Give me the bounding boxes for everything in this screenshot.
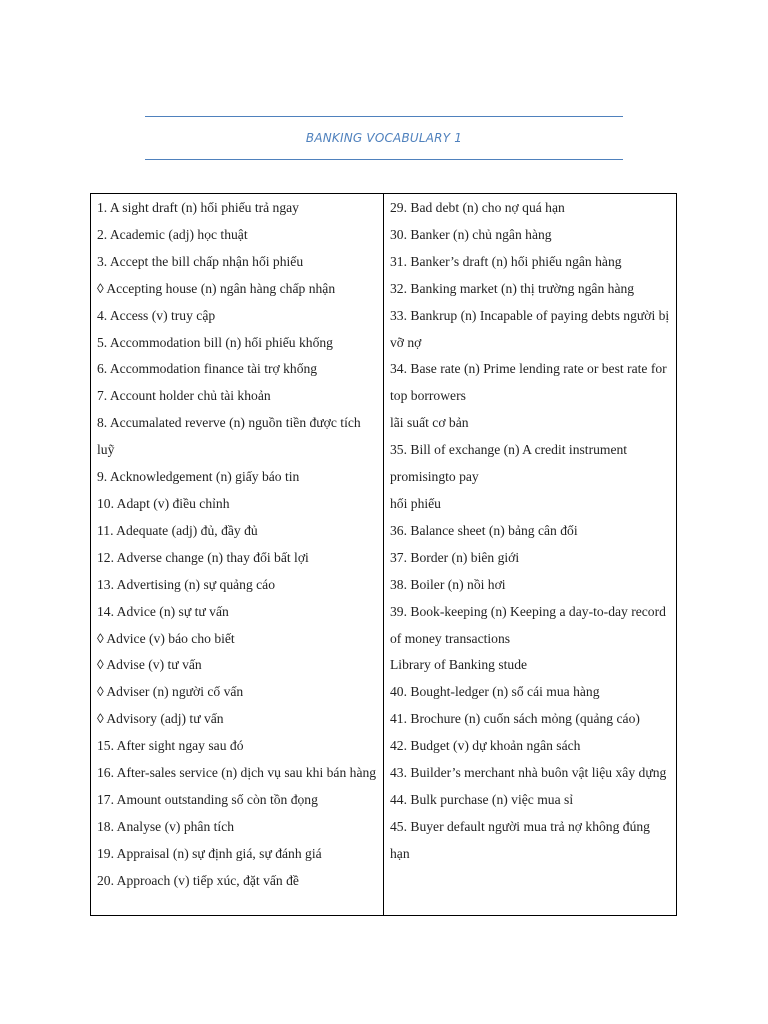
vocab-entry: 32. Banking market (n) thị trường ngân hàng [390,280,635,296]
vocab-entry: lãi suất cơ bản [390,415,469,431]
vocab-entry: 17. Amount outstanding số còn tồn đọng [97,791,318,807]
vocab-entry: 1. A sight draft (n) hối phiếu trả ngay [97,200,299,215]
vocab-entry: 16. After-sales service (n) dịch vụ sau khi bán hàng [97,765,377,781]
title-rule-bottom [145,159,623,160]
vocab-entry: 44. Bulk purchase (n) việc mua sỉ [390,791,574,807]
left-column [91,194,384,915]
vocab-entry: 7. Account holder chủ tài khoản [97,388,271,404]
vocab-entry: ◊ Advise (v) tư vấn [97,657,202,673]
vocab-entry: 10. Adapt (v) điều chỉnh [97,495,230,511]
vocab-entry: 29. Bad debt (n) cho nợ quá hạn [390,200,565,215]
vocab-entry: 31. Banker’s draft (n) hối phiếu ngân hàng [390,253,622,269]
vocab-entry: 12. Adverse change (n) thay đổi bất lợi [97,549,309,565]
vocab-entry: 8. Accumalated reverve (n) nguồn tiền được tích luỹ [97,415,361,458]
right-column [384,194,676,915]
vocab-entry: 15. After sight ngay sau đó [97,738,244,754]
vocab-entry: 3. Accept the bill chấp nhận hối phiếu [97,253,304,269]
vocab-entry: 6. Accommodation finance tài trợ khống [97,361,318,377]
vocab-entry: 42. Budget (v) dự khoản ngân sách [390,738,581,754]
vocab-entry: 41. Brochure (n) cuốn sách mỏng (quảng cáo) [390,711,640,727]
vocab-entry: 45. Buyer default người mua trả nợ không đúng hạn [390,818,650,861]
vocab-entry: 30. Banker (n) chủ ngân hàng [390,226,552,242]
vocab-entry: hối phiếu [390,495,441,511]
vocab-entry: 19. Appraisal (n) sự định giá, sự đánh giá [97,845,322,861]
vocab-entry: 40. Bought-ledger (n) sổ cái mua hàng [390,684,600,700]
vocab-entry: 38. Boiler (n) nồi hơi [390,576,506,592]
vocab-entry: 36. Balance sheet (n) bảng cân đối [390,522,578,538]
vocab-entry: 18. Analyse (v) phân tích [97,818,235,834]
vocab-entry: 34. Base rate (n) Prime lending rate or best rate for top borrowers [390,361,667,404]
vocab-entry: 14. Advice (n) sự tư vấn [97,603,229,619]
vocab-entry: 20. Approach (v) tiếp xúc, đặt vấn đề [97,872,299,888]
vocab-entry: ◊ Advice (v) báo cho biết [97,630,235,646]
vocab-entry: 39. Book-keeping (n) Keeping a day-to-day record of money transactions [390,603,666,646]
title-rule-top [145,116,623,117]
vocab-entry: 2. Academic (adj) học thuật [97,226,248,242]
document-title: BANKING VOCABULARY 1 [305,131,463,145]
vocab-entry: 33. Bankrup (n) Incapable of paying debts người bị vỡ nợ [390,307,670,350]
vocabulary-table [90,193,677,916]
vocab-entry: 11. Adequate (adj) đủ, đầy đủ [97,522,258,538]
vocab-entry: 9. Acknowledgement (n) giấy báo tin [97,469,300,485]
vocab-entry: ◊ Adviser (n) người cố vấn [97,684,244,700]
vocab-entry: 37. Border (n) biên giới [390,549,520,565]
vocab-entry: 43. Builder’s merchant nhà buôn vật liệu xây dựng [390,765,667,781]
vocab-entry: ◊ Accepting house (n) ngân hàng chấp nhận [97,280,336,296]
vocab-entry: 5. Accommodation bill (n) hối phiếu khống [97,334,333,350]
vocab-entry: Library of Banking stude [390,657,528,673]
vocab-entry: 13. Advertising (n) sự quảng cáo [97,576,276,592]
vocab-entry: 35. Bill of exchange (n) A credit instrument promisingto pay [390,442,628,485]
vocab-entry: 4. Access (v) truy cập [97,307,216,323]
vocab-entry: ◊ Advisory (adj) tư vấn [97,711,224,727]
